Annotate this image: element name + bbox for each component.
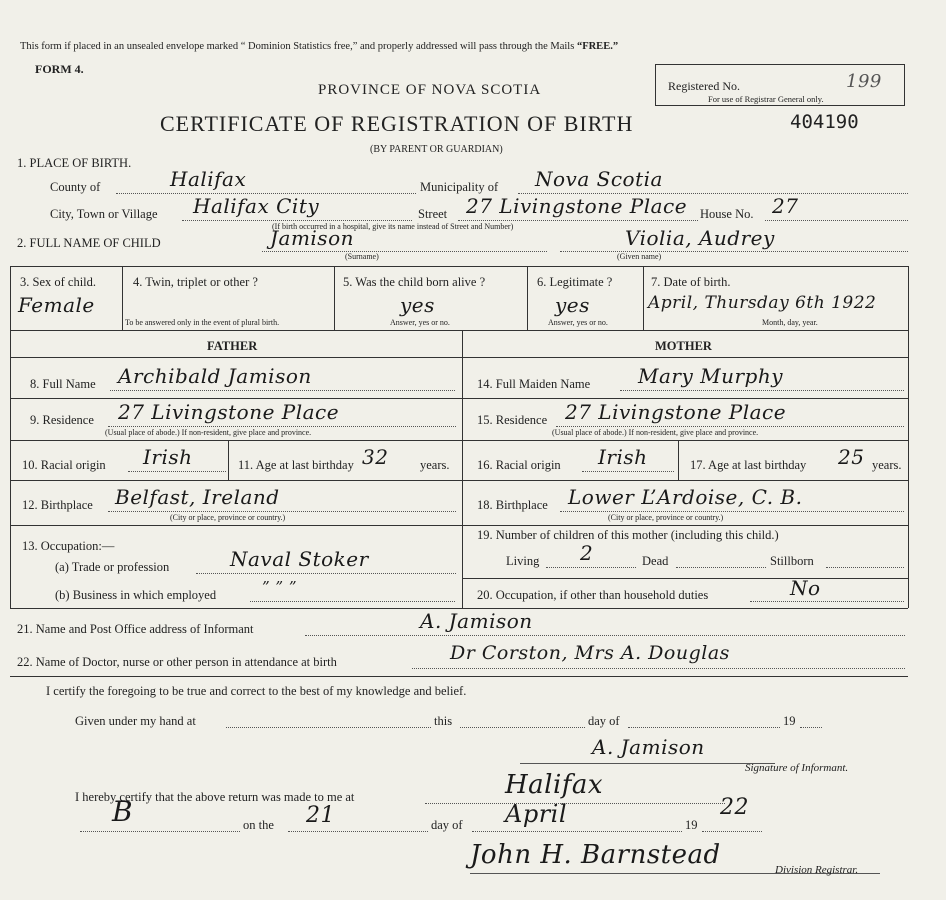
mail-notice-text: This form if placed in an unsealed envelope marked “ Dominion Statistics free,” and properly addressed will pass through the Mails [20,41,575,52]
father-birthplace-label: 12. Birthplace [22,498,93,512]
day-value: 21 [306,803,335,828]
father-business-label: (b) Business in which employed [55,588,217,602]
certify-statement: I certify the foregoing to be true and correct to the best of my knowledge and belief. [46,684,467,698]
mother-residence-label: 15. Residence [477,413,548,427]
month-value: April [505,800,568,828]
year-value: 22 [720,795,749,820]
father-age-suffix: years. [420,458,450,472]
street-label: Street [418,207,448,221]
certificate-subtitle: (BY PARENT OR GUARDIAN) [370,144,503,155]
province-heading: PROVINCE OF NOVA SCOTIA [318,82,542,98]
date-note: Month, day, year. [762,318,818,327]
mother-birthplace-label: 18. Birthplace [477,498,548,512]
legit-note: Answer, yes or no. [548,318,608,327]
registrar-day-of: day of [431,818,463,832]
mother-age-value: 25 [838,445,865,469]
stamp-number: 404190 [790,111,859,133]
alive-value: yes [400,293,435,317]
surname-value: Jamison [270,226,354,250]
mother-age-suffix: years. [872,458,902,472]
mother-name-label: 14. Full Maiden Name [477,377,591,391]
registered-box [655,64,905,106]
county-value: Halifax [170,167,247,191]
mother-occupation-label: 20. Occupation, if other than household duties [477,588,709,602]
informant-signature: A. Jamison [592,735,705,759]
mother-living-label: Living [506,554,540,568]
mail-notice [20,41,618,52]
full-name-label: 2. FULL NAME OF CHILD [17,236,161,250]
place-of-birth-label: 1. PLACE OF BIRTH. [17,156,132,170]
registrar-mark: B [112,795,134,828]
mother-racial-value: Irish [598,445,648,469]
doctor-label: 22. Name of Doctor, nurse or other person in attendance at birth [17,655,337,669]
mother-age-label: 17. Age at last birthday [690,458,807,472]
father-residence-value: 27 Livingstone Place [118,400,340,424]
given-note: (Given name) [617,252,662,261]
twin-note: To be answered only in the event of plural birth. [125,318,280,327]
mother-occupation-value: No [790,576,821,600]
mother-residence-value: 27 Livingstone Place [565,400,787,424]
year-prefix: 19 [783,714,796,728]
sex-value: Female [18,293,95,317]
father-trade-label: (a) Trade or profession [55,560,170,574]
registered-value: 199 [846,71,882,92]
alive-label: 5. Was the child born alive ? [343,275,486,289]
alive-note: Answer, yes or no. [390,318,450,327]
father-trade-value: Naval Stoker [230,547,369,571]
registered-note: For use of Registrar General only. [708,94,824,104]
twin-label: 4. Twin, triplet or other ? [133,275,258,289]
county-label: County of [50,180,101,194]
on-the-label: on the [243,818,274,832]
father-residence-label: 9. Residence [30,413,94,427]
given-label: Given under my hand at [75,714,196,728]
mother-stillborn-label: Stillborn [770,554,814,568]
mother-birthplace-value: Lower L’Ardoise, C. B. [568,485,803,509]
legit-label: 6. Legitimate ? [537,275,613,289]
father-age-value: 32 [362,445,389,469]
father-name-value: Archibald Jamison [118,364,312,388]
father-name-label: 8. Full Name [30,377,96,391]
house-value: 27 [772,194,799,218]
year2-prefix: 19 [685,818,698,832]
city-label: City, Town or Village [50,207,158,221]
mother-children-label: 19. Number of children of this mother (including this child.) [477,528,779,542]
mother-dead-label: Dead [642,554,669,568]
municipality-label: Municipality of [420,180,499,194]
legit-value: yes [555,293,590,317]
father-birthplace-note: (City or place, province or country.) [170,513,286,522]
division-registrar-label: Division Registrar. [775,864,859,876]
father-residence-note: (Usual place of abode.) If non-resident, give place and province. [105,428,312,437]
father-occupation-label: 13. Occupation:— [22,539,115,553]
mother-birthplace-note: (City or place, province or country.) [608,513,724,522]
father-business-value: ” ” ” [262,578,298,596]
mail-free-text: “FREE.” [576,41,619,52]
registrar-statement: I hereby certify that the above return was made to me at [75,790,355,804]
given-value: Violia, Audrey [625,226,775,250]
signature-informant-label: Signature of Informant. [745,762,849,774]
informant-label: 21. Name and Post Office address of Informant [17,622,254,636]
mother-racial-label: 16. Racial origin [477,458,561,472]
hospital-note: (If birth occurred in a hospital, give its name instead of Street and Number) [272,222,514,231]
city-value: Halifax City [193,194,320,218]
mother-residence-note: (Usual place of abode.) If non-resident, give place and province. [552,428,759,437]
registrar-place: Halifax [505,770,604,800]
informant-value: A. Jamison [420,609,533,633]
municipality-value: Nova Scotia [535,167,663,191]
mother-name-value: Mary Murphy [638,364,784,388]
date-value: April, Thursday 6th 1922 [648,293,877,313]
father-racial-label: 10. Racial origin [22,458,106,472]
mother-heading: MOTHER [655,339,712,353]
day-of-label: day of [588,714,620,728]
father-age-label: 11. Age at last birthday [238,458,354,472]
house-label: House No. [700,207,754,221]
father-heading: FATHER [207,339,258,353]
surname-note: (Surname) [345,252,379,261]
this-label: this [434,714,453,728]
doctor-value: Dr Corston, Mrs A. Douglas [450,642,730,664]
sex-label: 3. Sex of child. [20,275,97,289]
registrar-signature: John H. Barnstead [470,840,721,870]
mother-living-value: 2 [580,541,594,565]
father-racial-value: Irish [143,445,193,469]
form-number: FORM 4. [35,62,84,76]
certificate-title: CERTIFICATE OF REGISTRATION OF BIRTH [160,111,634,136]
street-value: 27 Livingstone Place [466,194,688,218]
date-label: 7. Date of birth. [651,275,731,289]
father-birthplace-value: Belfast, Ireland [115,485,280,509]
registered-label: Registered No. [668,79,740,93]
